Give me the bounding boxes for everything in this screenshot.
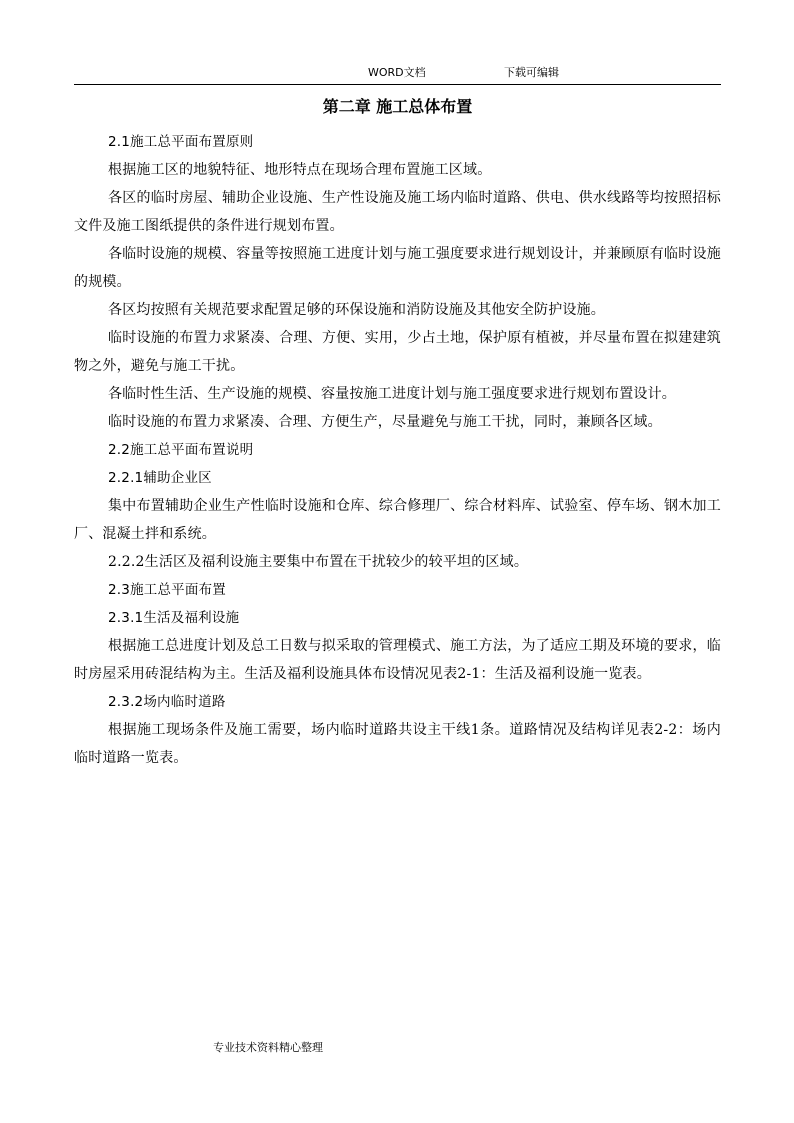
paragraph: 集中布置辅助企业生产性临时设施和仓库、综合修理厂、综合材料库、试验室、停车场、钢木加工厂、混凝土拌和系统。	[74, 498, 721, 542]
page-footer: 专业技术资料精心整理	[213, 1041, 323, 1054]
subsection-heading-2-3-1: 2.3.1生活及福利设施	[108, 610, 240, 626]
paragraph: 临时设施的布置力求紧凑、合理、方便生产，尽量避免与施工干扰，同时，兼顾各区域。	[108, 414, 662, 430]
paragraph: 2.2.2生活区及福利设施主要集中布置在干扰较少的较平坦的区域。	[108, 554, 529, 570]
paragraph: 根据施工总进度计划及总工日数与拟采取的管理模式、施工方法，为了适应工期及环境的要求，临时房屋采用砖混结构为主。生活及福利设施具体布设情况见表2-1：生活及福利设施一览表。	[74, 638, 721, 682]
paragraph: 临时设施的布置力求紧凑、合理、方便、实用，少占土地，保护原有植被，并尽量布置在拟建建筑物之外，避免与施工干扰。	[74, 330, 721, 374]
subsection-heading-2-2-1: 2.2.1辅助企业区	[108, 470, 212, 486]
header-doc-type: WORD文档	[368, 66, 426, 79]
paragraph: 根据施工区的地貌特征、地形特点在现场合理布置施工区域。	[108, 162, 492, 178]
paragraph: 各临时性生活、生产设施的规模、容量按施工进度计划与施工强度要求进行规划布置设计。	[108, 386, 676, 402]
paragraph: 各区均按照有关规范要求配置足够的环保设施和消防设施及其他安全防护设施。	[108, 302, 605, 318]
section-heading-2-1: 2.1施工总平面布置原则	[108, 134, 254, 150]
paragraph: 各区的临时房屋、辅助企业设施、生产性设施及施工场内临时道路、供电、供水线路等均按照招标文件及施工图纸提供的条件进行规划布置。	[74, 190, 721, 234]
paragraph: 根据施工现场条件及施工需要，场内临时道路共设主干线1条。道路情况及结构详见表2-2：场内临时道路一览表。	[74, 722, 721, 766]
chapter-title: 第二章 施工总体布置	[322, 97, 473, 116]
document-body	[74, 128, 721, 772]
section-heading-2-2: 2.2施工总平面布置说明	[108, 442, 254, 458]
section-heading-2-3: 2.3施工总平面布置	[108, 582, 226, 598]
page-header	[74, 66, 721, 85]
paragraph: 各临时设施的规模、容量等按照施工进度计划与施工强度要求进行规划设计，并兼顾原有临时设施的规模。	[74, 246, 721, 290]
subsection-heading-2-3-2: 2.3.2场内临时道路	[108, 694, 226, 710]
header-editable-note: 下载可编辑	[504, 66, 559, 79]
